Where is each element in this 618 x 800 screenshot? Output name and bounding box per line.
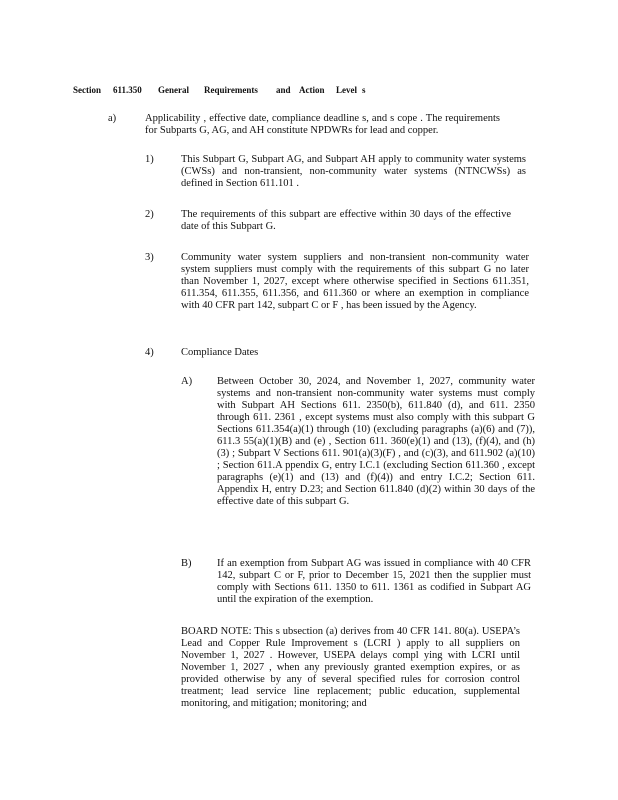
subitem-A-label: A): [181, 376, 193, 387]
item-4-label: 4): [145, 347, 154, 358]
subsection-a-text: Applicability , effective date, compliance deadline s, and s cope . The requirements for Subparts G, AG, and AH constitute NPDWRs for lead and copper.: [145, 113, 500, 136]
heading-word-action: Action: [299, 85, 325, 95]
subitem-B-text: If an exemption from Subpart AG was issued in compliance with 40 CFR 142, subpart C or F, prior to December 15, 2021 then the supplier must comply with Sections 611. 1350 to 611. 1361 as codified in Subpart AG until the expiration of the exemption.: [217, 558, 531, 605]
subsection-a-label: a): [108, 113, 117, 124]
subitem-A-text: Between October 30, 2024, and November 1, 2027, community water systems and non-transient non-community water systems must comply with Subpart AH Sections 611. 2350(b), 611.840 (d), and 611. 2350 through 611. 2361 , except systems must also comply with this subpart G Sections 611.354(a)(1) through (10) (excluding paragraphs (a)(6) and (7)), 611.3 55(a)(1)(B) and (e) , Section 611. 360(e)(1) and (13), (f)(4), and (h)(3) ; Subpart V Sections 611. 901(a)(3)(F) , and (c)(3), and 611.902 (a)(10) ; Section 611.A ppendix G, entry I.C.1 (excluding Section 611.360 , except paragraphs (e)(1) and (13) and (f)(4)) and entry I.C.2; Section 611. Appendix H, entry D.23; and Section 611.840 (d)(2) within 30 days of the effective date of this subpart G.: [217, 376, 535, 507]
heading-word-s: s: [362, 85, 366, 95]
heading-word-level: Level: [336, 85, 357, 95]
item-4-text: Compliance Dates: [181, 347, 259, 358]
item-3-text: Community water system suppliers and non-transient non-community water system suppliers must comply with the requirements of this subpart G no later than November 1, 2027, except where otherwise specified in Sections 611.351, 611.354, 611.355, 611.356, and 611.360 or where an exemption in compliance with 40 CFR part 142, subpart C or F , has been issued by the Agency.: [181, 252, 529, 311]
subitem-B-label: B): [181, 558, 192, 569]
item-3-label: 3): [145, 252, 154, 263]
item-1-label: 1): [145, 154, 154, 165]
board-note-text: BOARD NOTE: This s ubsection (a) derives from 40 CFR 141. 80(a). USEPA’s Lead and Copper Rule Improvement s (LCRI ) apply to all suppliers on November 1, 2027 . However, USEPA delays compl ying with LCRI until November 1, 2027 , when any previously granted exemption expires, or as provided otherwise by any of several specified rules for corrosion control treatment; lead service line replacement; public education, supplemental monitoring, and mitigation; monitoring; and: [181, 626, 520, 709]
item-2-text: The requirements of this subpart are effective within 30 days of the effective date of this Subpart G.: [181, 209, 511, 232]
heading-word-and: and: [276, 85, 291, 95]
item-1-text: This Subpart G, Subpart AG, and Subpart AH apply to community water systems (CWSs) and non-transient, non-community water systems (NTNCWSs) as defined in Section 611.101 .: [181, 154, 526, 189]
heading-section-word: Section: [73, 85, 101, 95]
heading-word-general: General: [158, 85, 189, 95]
item-2-label: 2): [145, 209, 154, 220]
heading-section-number: 611.350: [113, 85, 142, 95]
heading-word-requirements: Requirements: [204, 85, 258, 95]
